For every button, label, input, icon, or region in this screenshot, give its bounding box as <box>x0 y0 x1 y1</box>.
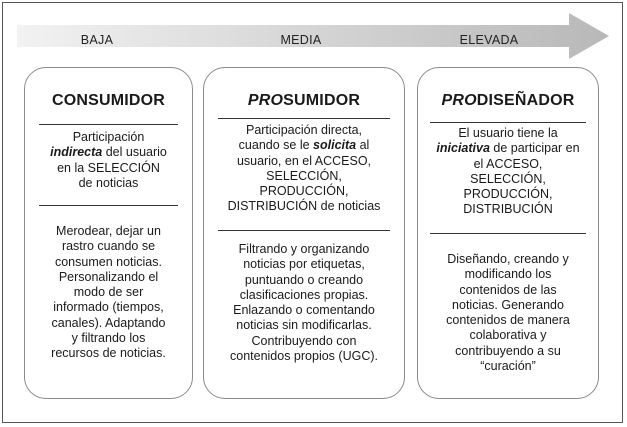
diagram-frame <box>2 2 623 423</box>
divider <box>430 233 586 234</box>
activities-text: Diseñando, creando y modificando los contenidos de las noticias. Generando contenidos de manera colaborativa y contribuyendo a su “curación” <box>446 252 570 374</box>
divider <box>218 230 390 231</box>
activities-text: Merodear, dejar un rastro cuando se consumen noticias. Personalizando el modo de ser informado (tiempos, canales). Adaptando y filtrando los recursos de noticias. <box>51 224 166 361</box>
divider <box>218 118 390 119</box>
card-title: PROSUMIDOR <box>247 92 361 109</box>
card-title: CONSUMIDOR <box>51 92 166 109</box>
card-consumidor <box>24 67 193 399</box>
scale-label-medium: MEDIA <box>280 33 322 47</box>
divider <box>39 124 178 125</box>
participation-text: Participación directa, cuando se le solicita al usuario, en el ACCESO, SELECCIÓN, PRODUCCIÓN, DISTRIBUCIÓN de noticias <box>227 123 381 214</box>
scale-label-low: BAJA <box>80 33 114 47</box>
participation-text: Participación indirecta del usuario en la SELECCIÓN de noticias <box>50 130 167 190</box>
scale-label-high: ELEVADA <box>459 33 519 47</box>
card-prosumidor <box>203 67 405 399</box>
activities-text: Filtrando y organizando noticias por etiquetas, puntuando o creando clasificaciones propias. Enlazando o comentando noticias sin modificarlas. Contribuyendo con contenidos propios (UGC). <box>230 242 378 364</box>
card-prodisenador <box>417 67 599 399</box>
participation-text: El usuario tiene la iniciativa de participar en el ACCESO, SELECCIÓN, PRODUCCIÓN, DISTRIBUCIÓN <box>436 126 580 217</box>
divider <box>39 205 178 206</box>
divider <box>430 122 586 123</box>
card-title: PRODISEÑADOR <box>441 92 575 109</box>
